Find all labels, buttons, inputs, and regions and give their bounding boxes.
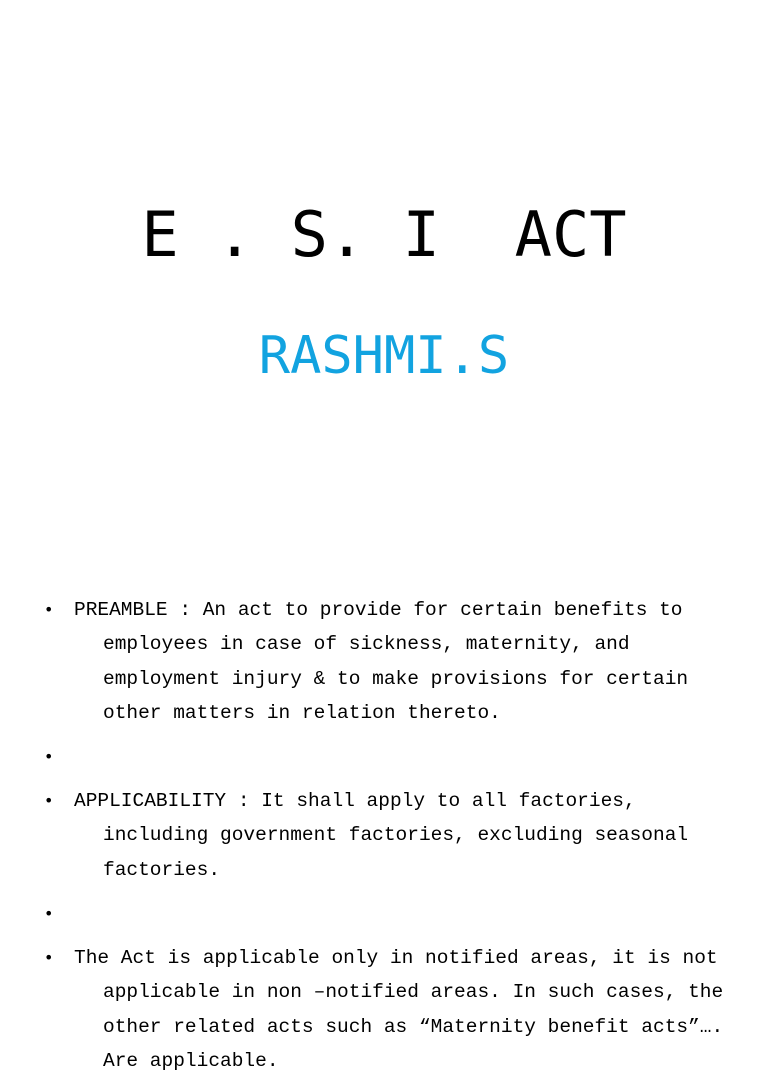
presentation-title: E . S. I ACT <box>141 198 627 271</box>
bullet-icon: • <box>44 948 54 968</box>
bullet-icon: • <box>44 904 54 924</box>
bullet-icon: • <box>44 600 54 619</box>
bullet-item-applicability <box>0 784 768 887</box>
author-name: RASHMI.S <box>258 326 510 386</box>
bullet-item-empty <box>0 897 768 941</box>
bullet-icon: • <box>44 747 54 767</box>
bullet-list <box>0 593 768 1078</box>
bullet-item-preamble <box>0 593 768 730</box>
bullet-text: APPLICABILITY : It shall apply to all factories, including government factories, excluding seasonal factories. <box>74 790 689 881</box>
bullet-item-notified-areas <box>0 941 768 1078</box>
bullet-icon: • <box>44 791 54 811</box>
content-slide <box>0 560 768 1072</box>
bullet-text: PREAMBLE : An act to provide for certain benefits to employees in case of sickness, maternity, and employment injury & to make provisions for certain other matters in relation thereto. <box>74 599 689 724</box>
bullet-text: The Act is applicable only in notified areas, it is not applicable in non –notified areas. In such cases, the other related acts such as “Maternity benefit acts”…. Are applicable. <box>74 947 724 1072</box>
bullet-item-empty <box>0 740 768 784</box>
